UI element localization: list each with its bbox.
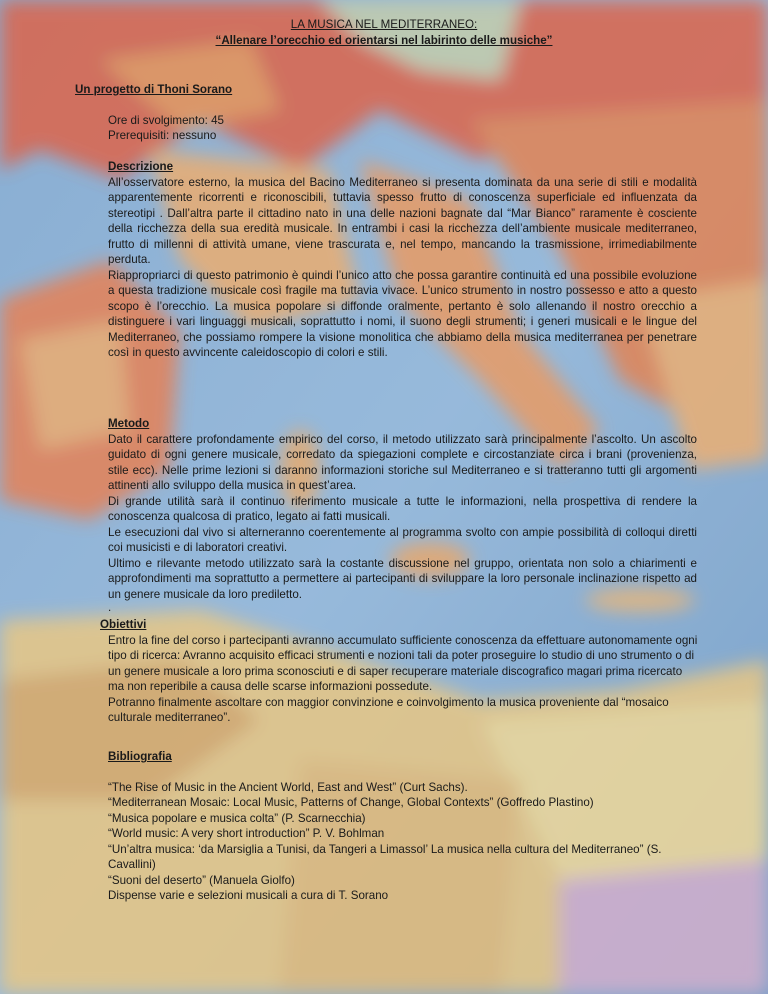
title-line-1: LA MUSICA NEL MEDITERRANEO:	[290, 18, 478, 31]
title-line-2: “Allenare l’orecchio ed orientarsi nel labirinto delle musiche”	[215, 34, 553, 47]
descrizione-paragraph-2: Riappropriarci di questo patrimonio è quindi l’unico atto che possa garantire continuità ed una possibile evoluzione a questa tradizione musicale così fragile ma tuttavia vivace. L’unico strumento in nostro possesso e atto a questo scopo è l’orecchio. La musica popolare si diffonde oralmente, pertanto è solo allenando il nostro orecchio a distinguere i vari linguaggi musicali, soprattutto i nomi, il suono degli strumenti; i generi musicali e le lingue del Mediterraneo, che possiamo rompere la visione monolitica che abbiamo della musica mediterranea per penetrare così in questo avvincente caleidoscopio di colori e stili.	[108, 268, 697, 359]
bibliography-item: “The Rise of Music in the Ancient World, East and West” (Curt Sachs).	[108, 780, 468, 794]
hours-line: Ore di svolgimento: 45	[108, 114, 224, 127]
descrizione-paragraph-1: All’osservatore esterno, la musica del Bacino Mediterraneo si presenta dominata da una serie di stili e modalità apparentemente ricorrenti e riconoscibili, tuttavia spesso frutto di conoscenza superficiale ed influenzata da stereotipi . Dall’altra parte il cittadino nato in una delle nazioni bagnate dal “Mar Bianco” raramente è cosciente della ricchezza della sua eredità musicale. In entrambi i casi la ricchezza dell’ambiente musicale mediterraneo, frutto di millenni di attività umane, viene trascurata e, nel tempo, mancando la trasmissione, irrimediabilmente perduta.	[108, 175, 697, 266]
heading-obiettivi: Obiettivi	[100, 618, 147, 631]
metodo-paragraph-3: Le esecuzioni dal vivo si alterneranno coerentemente al programma svolto con ampie possibilità di colloqui diretti coi musicisti e di laboratori creativi.	[108, 525, 697, 554]
bibliography-item: “Musica popolare e musica colta” (P. Scarnecchia)	[108, 811, 366, 825]
section-obiettivi	[100, 617, 700, 726]
section-metodo	[108, 416, 697, 602]
bibliography-item: “Suoni del deserto” (Manuela Giolfo)	[108, 873, 295, 887]
bibliography-list	[108, 780, 708, 904]
metodo-paragraph-4: Ultimo e rilevante metodo utilizzato sarà la costante discussione nel gruppo, orientata non solo a chiarimenti e approfondimenti ma soprattutto a permettere ai partecipanti di sviluppare la loro personale inclinazione rispetto ad un genere musicale da loro prediletto.	[108, 556, 697, 601]
obiettivi-paragraph-2: Potranno finalmente ascoltare con maggior convinzione e coinvolgimento la musica proveniente dal “mosaico culturale mediterraneo”.	[108, 695, 669, 724]
heading-descrizione: Descrizione	[108, 160, 174, 173]
bibliography-item: “World music: A very short introduction” P. V. Bohlman	[108, 827, 385, 840]
heading-bibliografia: Bibliografia	[108, 750, 172, 763]
heading-metodo: Metodo	[108, 417, 150, 430]
metodo-paragraph-1: Dato il carattere profondamente empirico del corso, il metodo utilizzato sarà principalmente l’ascolto. Un ascolto guidato di ogni genere musicale, corredato da spiegazioni complete e circostanziate circa i brani (provenienza, stile ecc). Nelle prime lezioni si daranno informazioni storiche sul Mediterraneo e si tratteranno tutti gli argomenti attinenti allo sviluppo della musica in quest’area.	[108, 432, 697, 492]
section-bibliografia	[108, 749, 708, 904]
author-line: Un progetto di Thoni Sorano	[75, 83, 233, 96]
bibliography-item: “Mediterranean Mosaic: Local Music, Patterns of Change, Global Contexts” (Goffredo Plastino)	[108, 796, 594, 809]
bibliography-item: Dispense varie e selezioni musicali a cura di T. Sorano	[108, 889, 389, 902]
prerequisites-line: Prerequisiti: nessuno	[108, 129, 217, 142]
obiettivi-paragraph-1: Entro la fine del corso i partecipanti avranno accumulato sufficiente conoscenza da effettuare autonomamente ogni tipo di ricerca: Avranno acquisito efficaci strumenti e nozioni tali da poter proseguire lo studio di uno strumento o di un genere musicale a loro prima sconosciuti e di saper recuperare materiale discografico magari prima ricercato ma non reperibile a causa delle scarse informazioni possedute.	[108, 633, 698, 693]
bibliography-item: “Un’altra musica: ‘da Marsiglia a Tunisi, da Tangeri a Limassol’ La musica nella cultura del Mediterraneo” (S. Cavallini)	[108, 842, 662, 871]
metodo-paragraph-2: Di grande utilità sarà il continuo riferimento musicale a tutte le informazioni, nella prospettiva di rendere la conoscenza qualcosa di pratico, legato ai fatti musicali.	[108, 494, 697, 523]
stray-dot: .	[108, 601, 112, 614]
section-descrizione	[108, 159, 697, 361]
